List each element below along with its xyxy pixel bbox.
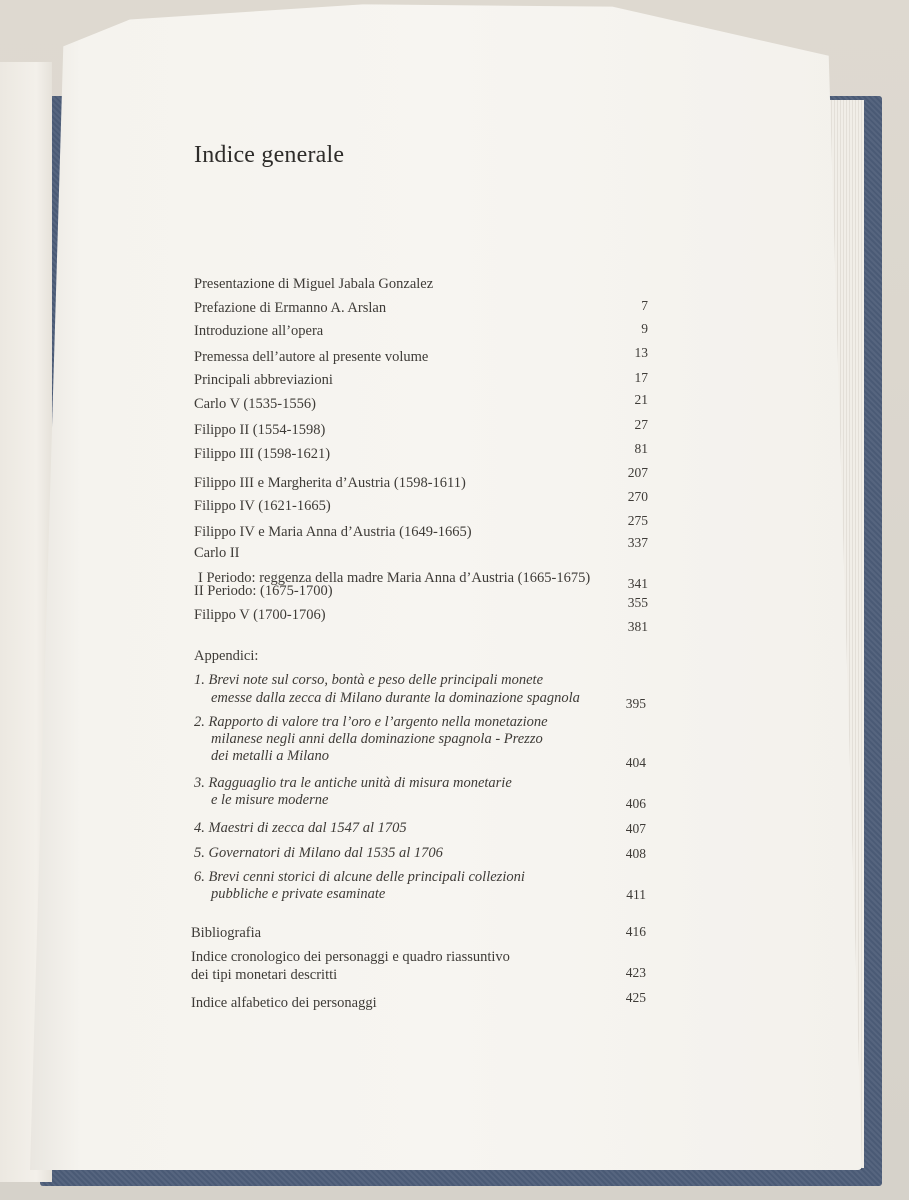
toc-entry-page: 425 (625, 990, 646, 1005)
toc-entry-page: 381 (627, 619, 648, 634)
page-title: Indice generale (194, 142, 345, 168)
appendix-page: 411 (626, 887, 646, 902)
toc-entry-label: Presentazione di Miguel Jabala Gonzalez (194, 276, 434, 292)
toc-entry-page: 7 (641, 298, 648, 313)
appendix-line: 2. Rapporto di valore tra l’oro e l’argento nella monetazione (194, 714, 548, 730)
appendix-line: e le misure moderne (211, 792, 329, 808)
toc-entry-label: Filippo V (1700-1706) (194, 607, 326, 623)
appendix-page: 407 (625, 821, 646, 836)
toc-entry-page: 270 (627, 489, 648, 504)
toc-entry-label: Prefazione di Ermanno A. Arslan (194, 300, 387, 316)
toc-entry-page: 21 (634, 392, 648, 407)
appendix-line: 6. Brevi cenni storici di alcune delle principali collezioni (194, 869, 525, 885)
toc-entry-label: Indice alfabetico dei personaggi (191, 995, 377, 1011)
appendix-page: 395 (625, 696, 646, 711)
toc-entry-page: 17 (634, 370, 648, 385)
toc-entry-label: Filippo II (1554-1598) (194, 422, 326, 438)
appendix-page: 406 (625, 796, 646, 811)
toc-entry-label: Filippo III e Margherita d’Austria (1598-1611) (194, 475, 466, 491)
toc-entry-label: Filippo IV e Maria Anna d’Austria (1649-1665) (194, 524, 472, 540)
toc-entry-label: Introduzione all’opera (194, 323, 324, 339)
toc-entry-page: 337 (627, 535, 648, 550)
toc-entry-label: I Periodo: reggenza della madre Maria Anna d’Austria (1665-1675) (198, 570, 591, 586)
toc-entry-page: 416 (625, 924, 646, 939)
toc-entry-page: 13 (634, 345, 648, 360)
toc-entry-label: Carlo II (194, 545, 240, 561)
appendici-heading-label: Appendici: (194, 648, 259, 664)
toc-entry-page: 9 (641, 321, 648, 336)
toc-entry-label: Filippo III (1598-1621) (194, 446, 331, 462)
toc-entry-label: Indice cronologico dei personaggi e quadro riassuntivo (191, 949, 510, 965)
toc-entry-label: Carlo V (1535-1556) (194, 396, 316, 412)
appendix-line: 3. Ragguaglio tra le antiche unità di misura monetarie (194, 775, 512, 791)
appendix-line: pubbliche e private esaminate (211, 886, 386, 902)
toc-entry-label: dei tipi monetari descritti (191, 967, 338, 983)
appendix-line: milanese negli anni della dominazione spagnola - Prezzo (211, 731, 543, 747)
toc-entry-label: Principali abbreviazioni (194, 372, 333, 388)
toc-entry-label: Bibliografia (191, 925, 262, 941)
toc-entry-page: 27 (634, 417, 648, 432)
toc-entry-page: 355 (627, 595, 648, 610)
toc-entry-label: II Periodo: (1675-1700) (194, 583, 333, 599)
toc-entry-page: 207 (627, 465, 648, 480)
appendix-line: 1. Brevi note sul corso, bontà e peso delle principali monete (194, 672, 544, 688)
toc-entry-page: 275 (627, 513, 648, 528)
appendix-line: 5. Governatori di Milano dal 1535 al 1706 (194, 845, 443, 861)
appendix-line: emesse dalla zecca di Milano durante la dominazione spagnola (211, 690, 580, 706)
toc-entry-label: Filippo IV (1621-1665) (194, 498, 331, 514)
appendix-line: dei metalli a Milano (211, 748, 329, 764)
toc-entry-page: 341 (627, 576, 648, 591)
appendix-page: 408 (625, 846, 646, 861)
toc-entry-label: Premessa dell’autore al presente volume (194, 349, 429, 365)
appendix-line: 4. Maestri di zecca dal 1547 al 1705 (194, 820, 407, 836)
appendix-page: 404 (625, 755, 646, 770)
toc-entry-page: 81 (634, 441, 648, 456)
toc-entry-page: 423 (625, 965, 646, 980)
